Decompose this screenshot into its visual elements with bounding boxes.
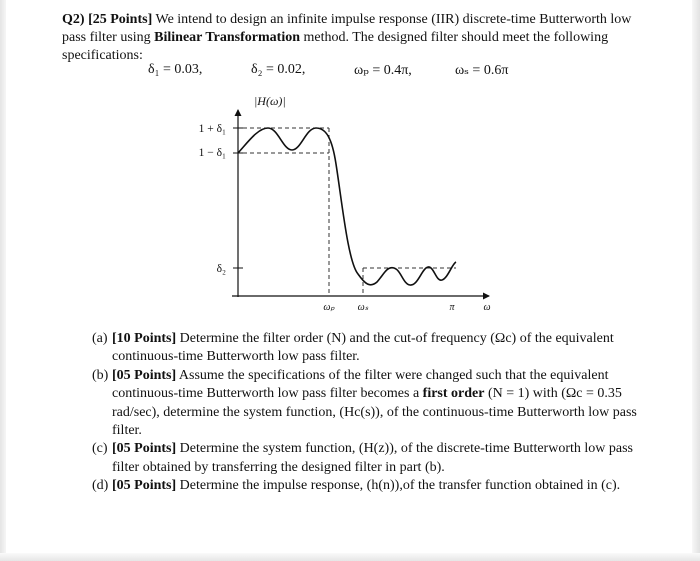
question-statement [62,11,640,65]
part-d [92,477,638,495]
part-d-text: Determine the impulse response, (h(n)),of the transfer function obtained in (c). [179,478,621,494]
ytick-label-stop: δ₂ [216,263,226,275]
magnitude-response-plot [186,92,506,317]
question-points: [25 Points] [88,12,153,27]
question-text-2: method. The designed filter should meet the following specifications: [62,30,609,63]
part-d-label: (d) [92,478,109,494]
question-method: Bilinear Transformation [154,30,300,45]
part-c-label: (c) [92,441,108,457]
part-b-points: [05 Points] [112,367,177,383]
question-parts [92,330,638,496]
question-text-1: We intend to design an infinite impulse response (IIR) discrete-time Butterworth low pass filter using [62,12,632,45]
spec-omega-s: ωₛ = 0.6π [455,63,509,78]
part-c-text: Determine the system function, (H(z)), of the discrete-time Butterworth low pass filter obtained by transferring the designed filter in part (b). [112,441,633,475]
xtick-label-pi: π [449,302,455,313]
ytick-label-upper: 1 + δ₁ [198,123,226,135]
ytick-label-lower: 1 − δ₁ [198,147,226,159]
page-frame-right [692,0,700,561]
y-axis-label: |H(ω)| [254,94,286,108]
filter-specifications [0,62,700,82]
part-b-text-1: Assume the specifications of the filter were changed such that the equivalent continuous-time Butterworth low pass filter becomes a [112,367,609,402]
part-a-points: [10 Points] [112,331,177,346]
spec-omega-p: ωₚ = 0.4π, [354,63,412,78]
part-b-text-2: (N = 1) with (Ωc = 0.35 rad/sec), determine the system function, (Hc(s)), of the continuous-time Butterworth low pass filter. [112,386,637,439]
part-a [92,330,638,367]
part-d-points: [05 Points] [112,478,177,494]
magnitude-response-figure [186,92,506,322]
part-c-points: [05 Points] [112,441,177,457]
question-number: Q2) [62,12,85,27]
xtick-label-ws: ωₛ [357,302,369,313]
part-b-emphasis: first order [422,386,485,402]
spec-delta2: δ₂ = 0.02, [251,62,306,77]
xtick-label-wp: ωₚ [323,302,335,313]
part-a-text: Determine the filter order (N) and the cut-of frequency (Ωc) of the equivalent continuous-time Butterworth low pass filter. [112,331,614,365]
x-axis-label: ω [483,302,491,313]
page-frame-bottom [0,553,700,561]
magnitude-curve [238,128,456,285]
part-c [92,440,638,477]
part-a-label: (a) [92,331,108,346]
spec-delta1: δ₁ = 0.03, [148,62,203,77]
part-b-label: (b) [92,367,109,383]
page-frame-left [0,0,6,561]
part-b [92,367,638,441]
